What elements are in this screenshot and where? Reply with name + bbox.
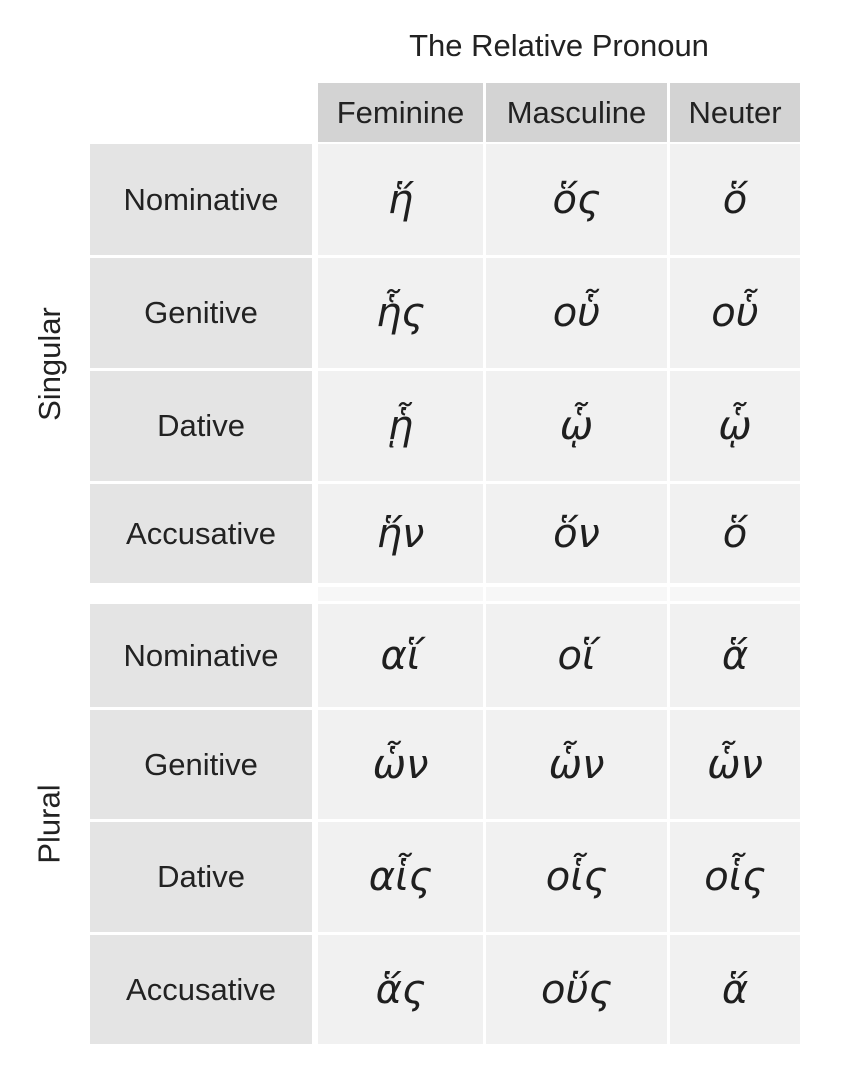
table-cell: αἷς — [318, 822, 483, 932]
table-title: The Relative Pronoun — [409, 28, 709, 63]
table-cell: ἅ — [670, 604, 800, 707]
table-cell: οὗ — [486, 258, 667, 368]
table-cell: ἥν — [318, 484, 483, 583]
row-label-genitive: Genitive — [90, 710, 312, 819]
column-header-feminine: Feminine — [318, 83, 483, 142]
table-cell: ἥ — [318, 144, 483, 255]
table-cell: ᾧ — [486, 371, 667, 481]
table-cell: οἷς — [486, 822, 667, 932]
group-separator — [670, 587, 800, 601]
table-cell: ὧν — [318, 710, 483, 819]
table-cell: ὧν — [670, 710, 800, 819]
row-label-dative: Dative — [90, 822, 312, 932]
table-cell: ὅ — [670, 144, 800, 255]
group-separator — [318, 587, 483, 601]
table-cell: οὗ — [670, 258, 800, 368]
group-label-text: Plural — [32, 784, 68, 864]
column-header-masculine: Masculine — [486, 83, 667, 142]
table-cell: οὕς — [486, 935, 667, 1044]
table-cell: ἧς — [318, 258, 483, 368]
column-header-neuter: Neuter — [670, 83, 800, 142]
group-label-plural — [30, 604, 70, 1044]
table-cell: ὅν — [486, 484, 667, 583]
row-label-accusative: Accusative — [90, 935, 312, 1044]
table-cell: οἵ — [486, 604, 667, 707]
row-label-accusative: Accusative — [90, 484, 312, 583]
table-cell: ᾗ — [318, 371, 483, 481]
group-separator — [486, 587, 667, 601]
table-cell: ἅς — [318, 935, 483, 1044]
table-cell: ὅ — [670, 484, 800, 583]
row-label-dative: Dative — [90, 371, 312, 481]
row-label-genitive: Genitive — [90, 258, 312, 368]
table-cell: ὧν — [486, 710, 667, 819]
table-cell: οἷς — [670, 822, 800, 932]
table-cell: ὅς — [486, 144, 667, 255]
table-cell: ᾧ — [670, 371, 800, 481]
group-label-text: Singular — [32, 306, 67, 421]
row-label-nominative: Nominative — [90, 144, 312, 255]
group-label-singular — [30, 144, 70, 583]
row-label-nominative: Nominative — [90, 604, 312, 707]
table-cell: ἅ — [670, 935, 800, 1044]
table-cell: αἵ — [318, 604, 483, 707]
